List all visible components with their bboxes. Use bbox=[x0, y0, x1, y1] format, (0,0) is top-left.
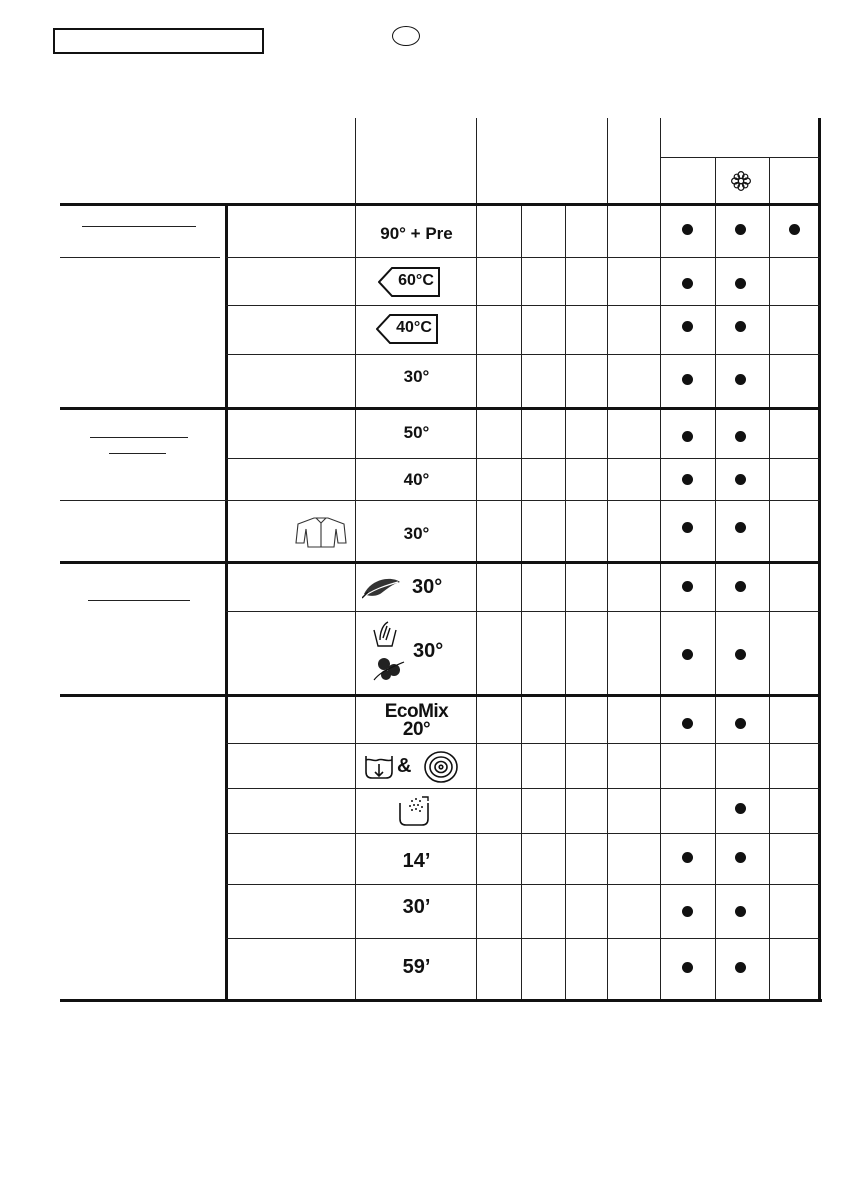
category-label-line bbox=[109, 453, 166, 454]
temp-tag bbox=[376, 314, 438, 349]
col-line bbox=[769, 157, 770, 1001]
dot-indicator bbox=[735, 474, 746, 485]
col-line bbox=[565, 206, 566, 1001]
group-line bbox=[60, 561, 820, 564]
dot-indicator bbox=[682, 718, 693, 729]
dot-indicator bbox=[735, 522, 746, 533]
dot-indicator bbox=[735, 852, 746, 863]
dot-indicator bbox=[682, 962, 693, 973]
dot-indicator bbox=[682, 522, 693, 533]
dot-indicator bbox=[789, 224, 800, 235]
dot-indicator bbox=[682, 321, 693, 332]
row-line bbox=[226, 788, 820, 789]
dot-indicator bbox=[735, 803, 746, 814]
dot-indicator bbox=[735, 718, 746, 729]
temp-tag bbox=[378, 267, 440, 302]
row-line bbox=[60, 257, 220, 258]
row-line bbox=[226, 884, 820, 885]
hand-wash-icon bbox=[370, 620, 412, 684]
row-line bbox=[226, 458, 820, 459]
dot-indicator bbox=[682, 906, 693, 917]
dot-indicator bbox=[682, 374, 693, 385]
dot-indicator bbox=[682, 649, 693, 660]
program-temp: 30° bbox=[403, 367, 430, 386]
program-temp: 59’ bbox=[402, 956, 431, 978]
program-temp: 60°C bbox=[398, 272, 434, 289]
group-line bbox=[60, 407, 820, 410]
dot-indicator bbox=[682, 474, 693, 485]
program-temp: 50° bbox=[403, 423, 430, 442]
dot-indicator bbox=[735, 278, 746, 289]
row-line bbox=[226, 305, 820, 306]
header-box bbox=[53, 28, 264, 54]
right-border bbox=[818, 118, 821, 1001]
dot-indicator bbox=[735, 321, 746, 332]
dot-indicator bbox=[735, 581, 746, 592]
category-label-line bbox=[82, 226, 196, 227]
group-line bbox=[60, 694, 820, 697]
dot-indicator bbox=[735, 906, 746, 917]
header-bottom bbox=[60, 203, 820, 206]
dot-indicator bbox=[735, 431, 746, 442]
dot-indicator bbox=[682, 224, 693, 235]
category-label-line bbox=[90, 437, 188, 438]
dot-indicator bbox=[682, 278, 693, 289]
header-line bbox=[660, 157, 820, 158]
col-line bbox=[521, 206, 522, 1001]
drain-icon bbox=[364, 752, 394, 782]
row-line bbox=[226, 611, 820, 612]
country-code-badge bbox=[392, 26, 420, 46]
program-temp: 90° + Pre bbox=[380, 224, 453, 243]
spin-icon bbox=[423, 750, 459, 784]
dot-indicator bbox=[735, 224, 746, 235]
program-temp: 30° bbox=[403, 524, 430, 543]
dot-indicator bbox=[682, 581, 693, 592]
program-temp: 30’ bbox=[402, 896, 431, 918]
dot-indicator bbox=[735, 374, 746, 385]
shirt-icon bbox=[294, 515, 348, 549]
category-divider bbox=[225, 205, 228, 1001]
feather-icon bbox=[362, 574, 404, 600]
program-temp: EcoMix bbox=[384, 701, 449, 722]
program-temp: 14’ bbox=[402, 850, 431, 872]
dot-indicator bbox=[735, 649, 746, 660]
program-temp: & bbox=[397, 755, 412, 777]
row-line bbox=[60, 500, 820, 501]
table-bottom bbox=[60, 999, 822, 1002]
category-label-line bbox=[88, 600, 190, 601]
rinse-icon bbox=[398, 795, 430, 827]
row-line bbox=[226, 833, 820, 834]
program-temp: 40°C bbox=[396, 319, 432, 336]
col-line bbox=[607, 118, 608, 1001]
row-line bbox=[226, 257, 820, 258]
flower-icon bbox=[730, 170, 752, 192]
program-temp: 30° bbox=[412, 576, 443, 598]
dot-indicator bbox=[682, 852, 693, 863]
row-line bbox=[226, 938, 820, 939]
dot-indicator bbox=[682, 431, 693, 442]
program-temp: 20° bbox=[402, 719, 431, 740]
col-line bbox=[660, 118, 661, 1001]
ecomix-label bbox=[356, 703, 477, 739]
row-line bbox=[226, 354, 820, 355]
col-line bbox=[715, 157, 716, 1001]
row-line bbox=[226, 743, 820, 744]
dot-indicator bbox=[735, 962, 746, 973]
program-temp: 30° bbox=[413, 640, 444, 662]
program-temp: 40° bbox=[403, 470, 430, 489]
